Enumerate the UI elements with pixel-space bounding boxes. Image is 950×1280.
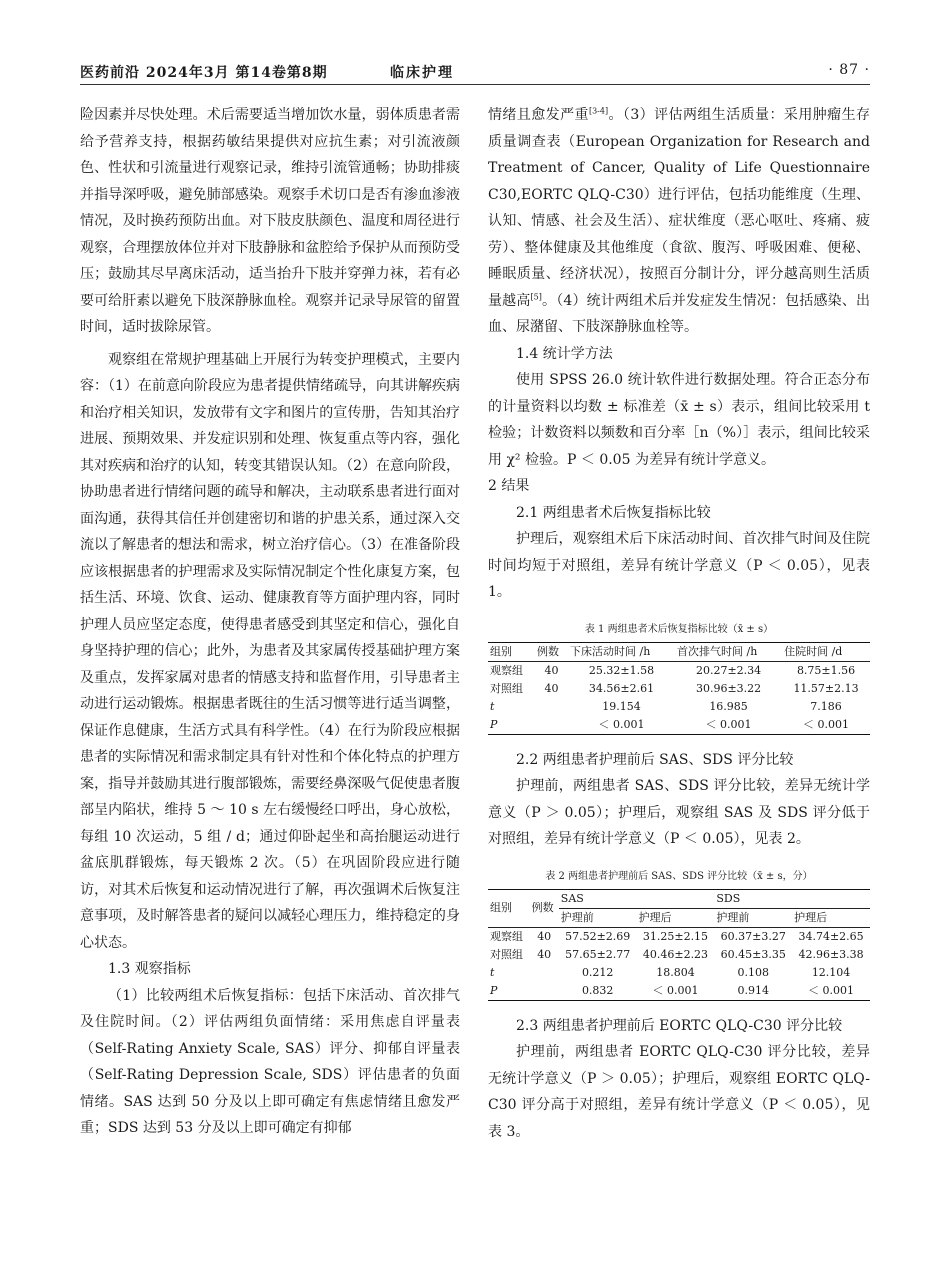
table-row bbox=[488, 680, 870, 698]
table-cell: 34.74±2.65 bbox=[798, 929, 864, 943]
table-cell: P bbox=[488, 982, 530, 1001]
table-header: SDS bbox=[714, 889, 870, 908]
table-cell: 34.56±2.61 bbox=[588, 681, 655, 695]
table-header: 护理前 bbox=[559, 908, 637, 927]
text-run: 。（4）统计两组术后并发症发生情况：包括感染、出血、尿潴留、下肢深静脉血栓等。 bbox=[488, 292, 871, 335]
section-heading: 2.2 两组患者护理前后 SAS、SDS 评分比较 bbox=[516, 751, 794, 768]
paragraph bbox=[488, 102, 870, 341]
table-cell: 57.52±2.69 bbox=[565, 929, 631, 943]
left-column bbox=[80, 102, 460, 1142]
table-cell: ＜ 0.001 bbox=[568, 716, 675, 735]
citation: [5] bbox=[530, 291, 542, 301]
table-row bbox=[488, 716, 870, 735]
table-cell bbox=[530, 982, 559, 1001]
table-row bbox=[488, 946, 870, 964]
table-header: 护理后 bbox=[637, 908, 715, 927]
paragraph: 使用 SPSS 26.0 统计软件进行数据处理。符合正态分布的计量资料以均数 ± 标准差（x̄ ± s）表示，组间比较采用 t 检验；计数资料以频数和百分率［n（%）］表示，组间比较采用 χ² 检验。P ＜ 0.05 为差异有统计学意义。 bbox=[488, 372, 870, 468]
table-cell bbox=[530, 964, 559, 982]
table-cell: 对照组 bbox=[490, 947, 523, 961]
table-cell: 7.186 bbox=[810, 699, 842, 713]
table-cell: ＜ 0.001 bbox=[792, 982, 870, 1001]
table-cell: t bbox=[490, 965, 495, 979]
table-cell: 18.804 bbox=[656, 965, 695, 979]
table-cell: 60.45±3.35 bbox=[720, 947, 786, 961]
citation: [3-4] bbox=[588, 106, 609, 116]
section-heading: 2.1 两组患者术后恢复指标比较 bbox=[516, 504, 711, 521]
table-header: SAS bbox=[559, 889, 715, 908]
data-table bbox=[488, 889, 870, 1001]
table-2 bbox=[488, 869, 870, 1001]
paragraph: 险因素并尽快处理。术后需要适当增加饮水量，弱体质患者需给予营养支持，根据药敏结果提供对应抗生素；对引流液颜色、性状和引流量进行观察记录，维持引流管通畅；协助排痰并指导深呼吸，避免肺部感染。观察手术切口是否有渗血渗液情况，及时换药预防出血。对下肢皮肤颜色、温度和周径进行观察，合理摆放体位并对下肢静脉和盆腔给予保护从而预防受压；鼓励其尽早离床活动，适当抬升下肢并穿弹力袜，若有必要可给肝素以避免下肢深静脉血栓。观察并记录导尿管的留置时间，适时拔除尿管。 bbox=[80, 107, 460, 335]
table-cell: P bbox=[488, 716, 535, 735]
table-caption: 表 1 两组患者术后恢复指标比较（x̄ ± s） bbox=[584, 623, 774, 635]
table-cell: 40 bbox=[537, 947, 552, 961]
table-1 bbox=[488, 622, 870, 735]
table-row bbox=[488, 661, 870, 680]
table-cell: 25.32±1.58 bbox=[588, 663, 655, 677]
table-cell: 20.27±2.34 bbox=[695, 663, 762, 677]
table-cell: 观察组 bbox=[490, 929, 523, 943]
table-cell: 42.96±3.38 bbox=[798, 947, 864, 961]
section-heading: 2.3 两组患者护理前后 EORTC QLQ-C30 评分比较 bbox=[516, 1017, 843, 1034]
table-cell: 60.37±3.27 bbox=[720, 929, 786, 943]
header-rule bbox=[80, 84, 870, 85]
table-cell: 40 bbox=[544, 681, 559, 695]
table-row bbox=[488, 927, 870, 946]
table-header: 首次排气时间 /h bbox=[675, 642, 782, 661]
page-number: · 87 · bbox=[828, 62, 870, 78]
table-cell: 40 bbox=[537, 929, 552, 943]
data-table bbox=[488, 642, 870, 735]
table-header: 例数 bbox=[530, 889, 559, 927]
journal-info: 医药前沿 2024年3月 第14卷第8期 bbox=[80, 65, 328, 81]
right-column bbox=[488, 102, 870, 1145]
table-header: 住院时间 /d bbox=[782, 642, 870, 661]
table-cell: ＜ 0.001 bbox=[637, 982, 715, 1001]
table-header: 下床活动时间 /h bbox=[568, 642, 675, 661]
table-header: 例数 bbox=[535, 642, 568, 661]
table-cell: ＜ 0.001 bbox=[675, 716, 782, 735]
table-cell: 12.104 bbox=[811, 965, 851, 979]
table-header: 护理后 bbox=[792, 908, 870, 927]
table-row bbox=[488, 964, 870, 982]
table-cell: t bbox=[490, 699, 495, 713]
table-cell: 57.65±2.77 bbox=[565, 947, 631, 961]
text-run: 情绪且愈发严重 bbox=[488, 107, 589, 123]
table-cell: 8.75±1.56 bbox=[796, 663, 856, 677]
table-cell: 40 bbox=[544, 663, 559, 677]
table-cell: 11.57±2.13 bbox=[793, 681, 859, 695]
table-row bbox=[488, 982, 870, 1001]
text-run: 。（3）评估两组生活质量：采用肿瘤生存质量调查表（European Organization for Research and Treatment of Cancer, Quality of Life Questionnaire C30,EORTC QLQ-C30）进行评估，包括功能维度（生理、认知、情感、社会及生活）、症状维度（恶心呕吐、疼痛、疲劳）、整体健康及其他维度（食欲、腹泻、呼吸困难、便秘、睡眠质量、经济状况），按照百分制计分，评分越高则生活质量越高 bbox=[488, 107, 870, 309]
table-header: 组别 bbox=[488, 642, 535, 661]
section-heading: 1.4 统计学方法 bbox=[516, 345, 613, 362]
table-cell: 31.25±2.15 bbox=[642, 929, 709, 943]
section-heading: 1.3 观察指标 bbox=[108, 961, 191, 977]
table-cell bbox=[535, 716, 568, 735]
table-header: 护理前 bbox=[714, 908, 792, 927]
paragraph: 护理后，观察组术后下床活动时间、首次排气时间及住院时间均短于对照组，差异有统计学意义（P ＜ 0.05），见表 1。 bbox=[488, 531, 870, 600]
table-row bbox=[488, 698, 870, 716]
section-heading: 2 结果 bbox=[488, 478, 530, 494]
page-header bbox=[80, 58, 870, 84]
paragraph: 观察组在常规护理基础上开展行为转变护理模式，主要内容：（1）在前意向阶段应为患者提供情绪疏导，向其讲解疾病和治疗相关知识，发放带有文字和图片的宣传册，告知其治疗进展、预期效果、并发症识别和处理、恢复重点等内容，强化其对疾病和治疗的认知，转变其错误认知。（2）在意向阶段，协助患者进行情绪问题的疏导和解决，主动联系患者进行面对面沟通，获得其信任并创建密切和谐的护患关系，通过深入交流以了解患者的想法和需求，树立治疗信心。（3）在准备阶段应该根据患者的护理需求及实际情况制定个性化康复方案，包括生活、环境、饮食、运动、健康教育等方面护理内容，同时护理人员应坚定态度，使得患者感受到其坚定和信心，强化自身坚持护理的信心；此外，为患者及其家属传授基础护理方案及重点，发挥家属对患者的情感支持和监督作用，引导患者主动进行运动锻炼。根据患者既往的生活习惯等进行适当调整，保证作息健康，生活方式具有科学性。（4）在行为阶段应根据患者的实际情况和需求制定具有针对性和个体化特点的护理方案，指导并鼓励其进行腹部锻炼，需要经鼻深吸气促使患者腹部呈内陷状，维持 5 ～ 10 s 左右缓慢经口呼出，身心放松，每组 10 次运动，5 组 / d；通过仰卧起坐和高抬腿运动进行盆底肌群锻炼，每天锻炼 2 次。（5）在巩固阶段应进行随访，对其术后恢复和运动情况进行了解，再次强调术后恢复注意事项，及时解答患者的疑问以减轻心理压力，维持稳定的身心状态。 bbox=[80, 351, 460, 951]
section-title: 临床护理 bbox=[390, 65, 454, 81]
table-cell: 观察组 bbox=[490, 663, 523, 677]
table-cell: 16.985 bbox=[709, 699, 748, 713]
table-cell: 30.96±3.22 bbox=[695, 681, 762, 695]
table-caption: 表 2 两组患者护理前后 SAS、SDS 评分比较（x̄ ± s，分） bbox=[545, 870, 813, 882]
table-cell: 0.832 bbox=[559, 982, 637, 1001]
table-cell: 19.154 bbox=[602, 699, 641, 713]
paragraph: 护理前，两组患者 SAS、SDS 评分比较，差异无统计学意义（P ＞ 0.05）；护理后，观察组 SAS 及 SDS 评分低于对照组，差异有统计学意义（P ＜ 0.05），见表 2。 bbox=[488, 778, 870, 847]
table-header: 组别 bbox=[488, 889, 530, 927]
paragraph: 护理前，两组患者 EORTC QLQ-C30 评分比较，差异无统计学意义（P ＞ 0.05）；护理后，观察组 EORTC QLQ-C30 评分高于对照组，差异有统计学意义（P ＜ 0.05），见表 3。 bbox=[488, 1044, 870, 1140]
table-cell bbox=[535, 698, 568, 716]
table-cell: 0.914 bbox=[714, 982, 792, 1001]
table-cell: 对照组 bbox=[490, 681, 523, 695]
table-cell: 0.108 bbox=[737, 965, 769, 979]
table-cell: ＜ 0.001 bbox=[782, 716, 870, 735]
paragraph: （1）比较两组术后恢复指标：包括下床活动、首次排气及住院时间。（2）评估两组负面情绪：采用焦虑自评量表（Self-Rating Anxiety Scale, SAS）评分、抑郁自评量表（Self-Rating Depression Scale, SDS）评估患者的负面情绪。SAS 达到 50 分及以上即可确定有焦虑情绪且愈发严重；SDS 达到 53 分及以上即可确定有抑郁 bbox=[80, 987, 460, 1136]
table-cell: 40.46±2.23 bbox=[642, 947, 709, 961]
table-cell: 0.212 bbox=[581, 965, 614, 979]
